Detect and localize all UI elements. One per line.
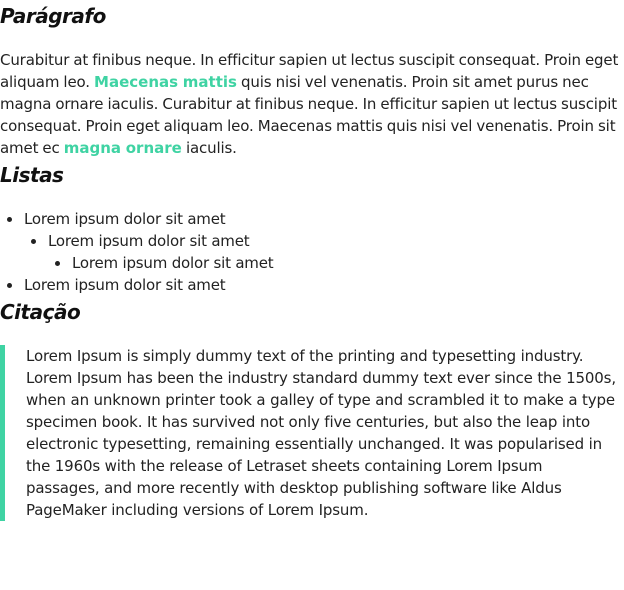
highlight-magna-ornare: magna ornare xyxy=(63,139,182,157)
bullet-icon xyxy=(7,217,12,222)
highlight-maecenas-mattis: Maecenas mattis xyxy=(94,73,237,91)
nested-list xyxy=(48,252,620,274)
list-item-label: Lorem ipsum dolor sit amet xyxy=(24,210,226,228)
paragraph-text xyxy=(0,49,620,159)
heading-paragrafo: Parágrafo xyxy=(0,4,106,28)
paragraph-text-part-3: iaculis. xyxy=(181,139,237,157)
heading-listas: Listas xyxy=(0,163,64,187)
bullet-icon xyxy=(55,261,60,266)
list-item-label: Lorem ipsum dolor sit amet xyxy=(48,232,250,250)
list-item-label: Lorem ipsum dolor sit amet xyxy=(24,276,226,294)
list-item xyxy=(0,274,620,296)
bullet-icon xyxy=(31,239,36,244)
blockquote: Lorem Ipsum is simply dummy text of the printing and typesetting industry. Lorem Ipsum has been the industry standard dummy text ever since the 1500s, when an unknown printer took a galley of type and scrambled it to make a type specimen book. It has survived not only five centuries, but also the leap into electronic typesetting, remaining essentially unchanged. It was popularised in the 1960s with the release of Letraset sheets containing Lorem Ipsum passages, and more recently with desktop publishing software like Aldus PageMaker including versions of Lorem Ipsum. xyxy=(0,345,620,521)
list-item xyxy=(24,230,620,274)
list-item-label: Lorem ipsum dolor sit amet xyxy=(72,254,274,272)
list-item xyxy=(48,252,620,274)
paragraph-text-part-2: quis nisi vel venenatis. Proin sit amet purus nec magna ornare iaculis. Curabitur at finibus neque. In efficitur sapien ut lectus suscipit consequat. Proin eget aliquam leo. Maecenas mattis quis nisi vel venenatis. Proin sit amet ec xyxy=(0,73,617,157)
list-item xyxy=(0,208,620,274)
bullet-icon xyxy=(7,283,12,288)
paragraph-text-part-1: Curabitur at finibus neque. In efficitur sapien ut lectus suscipit consequat. Proin eget aliquam leo. xyxy=(0,51,619,91)
bullet-list xyxy=(0,208,620,296)
nested-list xyxy=(24,230,620,274)
heading-citacao: Citação xyxy=(0,300,81,324)
